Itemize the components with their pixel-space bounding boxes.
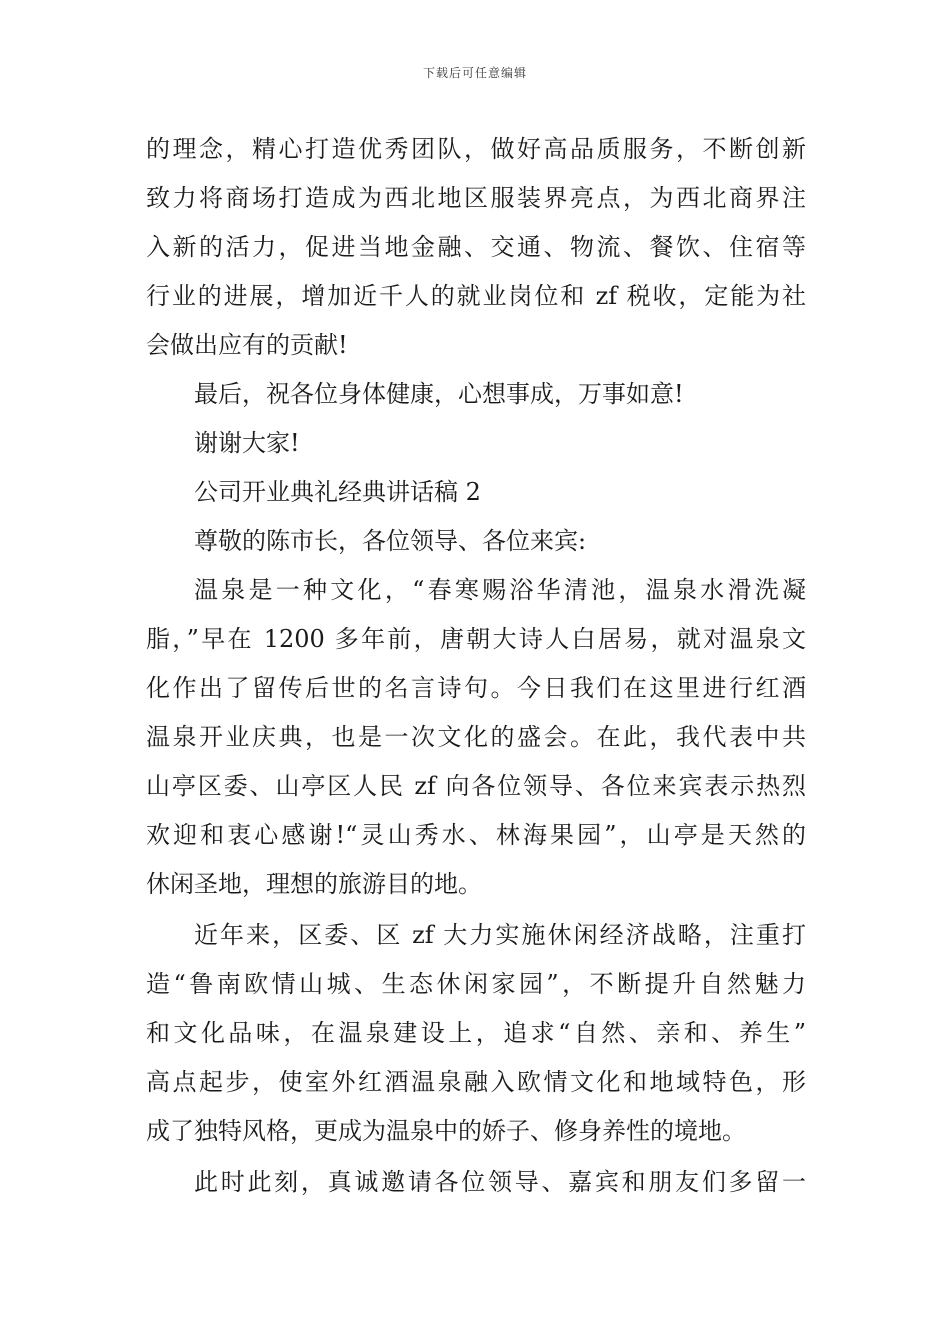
text-line: 山亭区委、山亭区人民 zf 向各位领导、各位来宾表示热烈	[146, 772, 806, 800]
text-line: 高点起步，使室外红酒温泉融入欧情文化和地域特色，形	[146, 1068, 806, 1096]
text-line: 行业的进展，增加近千人的就业岗位和 zf 税收，定能为社	[146, 282, 806, 310]
text-line: 造“鲁南欧情山城、生态休闲家园”，不断提升自然魅力	[146, 970, 806, 998]
text-line: 会做出应有的贡献!	[146, 331, 348, 359]
text-line: 化作出了留传后世的名言诗句。今日我们在这里进行红酒	[146, 674, 806, 702]
section-title: 公司开业典礼经典讲话稿 2	[194, 478, 481, 506]
text-line: 成了独特风格，更成为温泉中的娇子、修身养性的境地。	[146, 1117, 746, 1145]
document-body	[146, 125, 806, 1207]
header-note: 下载后可任意编辑	[422, 66, 527, 80]
text-line: 欢迎和衷心感谢!“灵山秀水、林海果园”，山亭是天然的	[146, 821, 806, 849]
text-line: 休闲圣地，理想的旅游目的地。	[146, 870, 482, 898]
text-line: 致力将商场打造成为西北地区服装界亮点，为西北商界注	[146, 184, 806, 212]
text-line: 脂，”早在 1200 多年前，唐朝大诗人白居易，就对温泉文	[146, 625, 806, 653]
text-line: 最后，祝各位身体健康，心想事成，万事如意!	[194, 380, 684, 408]
text-line: 的理念，精心打造优秀团队，做好高品质服务，不断创新	[146, 135, 806, 163]
text-line: 温泉是一种文化，“春寒赐浴华清池，温泉水滑洗凝	[194, 576, 806, 604]
salutation: 尊敬的陈市长，各位领导、各位来宾:	[194, 527, 587, 555]
text-line: 和文化品味，在温泉建设上，追求“自然、亲和、养生”	[146, 1019, 806, 1047]
text-line: 此时此刻，真诚邀请各位领导、嘉宾和朋友们多留一	[194, 1168, 806, 1196]
text-line: 近年来，区委、区 zf 大力实施休闲经济战略，注重打	[194, 921, 806, 949]
text-line: 入新的活力，促进当地金融、交通、物流、餐饮、住宿等	[146, 233, 806, 261]
text-line: 温泉开业庆典，也是一次文化的盛会。在此，我代表中共	[146, 723, 806, 751]
text-line: 谢谢大家!	[194, 429, 300, 457]
